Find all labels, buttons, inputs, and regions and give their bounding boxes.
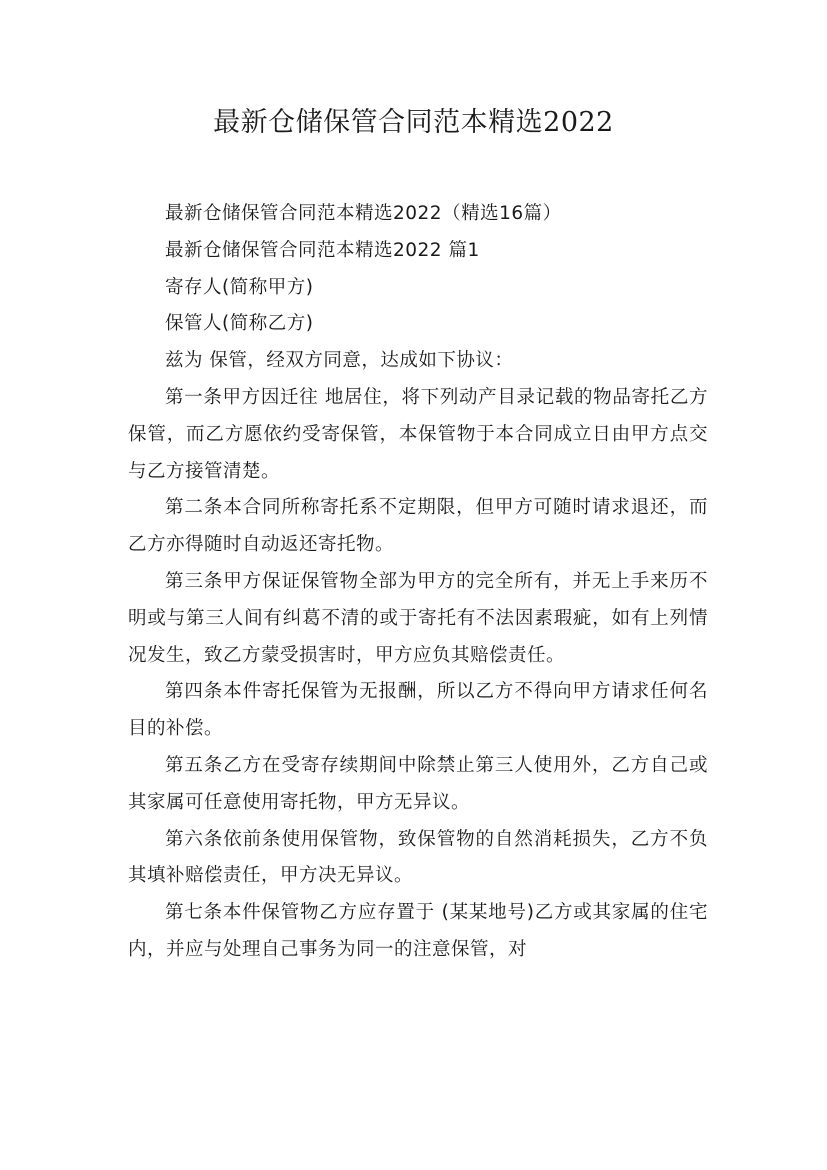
paragraph-article-5: 第五条乙方在受寄存续期间中除禁止第三人使用外，乙方自己或其家属可任意使用寄托物，甲方无异议。 [128, 754, 708, 813]
document-body [128, 196, 708, 969]
paragraph-heading-part-1: 最新仓储保管合同范本精选2022 篇1 [165, 239, 480, 261]
paragraph-heading-collection: 最新仓储保管合同范本精选2022（精选16篇） [165, 203, 562, 224]
paragraph-article-6: 第六条依前条使用保管物，致保管物的自然消耗损失，乙方不负其填补赔偿责任，甲方决无异议。 [128, 828, 708, 887]
paragraph-custodian: 保管人(简称乙方) [165, 313, 314, 335]
paragraph-article-1: 第一条甲方因迁往 地居住，将下列动产目录记载的物品寄托乙方保管，而乙方愿依约受寄保管，本保管物于本合同成立日由甲方点交与乙方接管清楚。 [128, 386, 708, 482]
paragraph-article-4: 第四条本件寄托保管为无报酬，所以乙方不得向甲方请求任何名目的补偿。 [128, 681, 708, 740]
paragraph-article-7: 第七条本件保管物乙方应存置于 (某某地号)乙方或其家属的住宅内，并应与处理自己事务为同一的注意保管，对 [128, 902, 708, 960]
paragraph-depositor: 寄存人(简称甲方) [165, 276, 314, 298]
paragraph-preamble: 兹为 保管，经双方同意，达成如下协议： [165, 350, 514, 372]
document-title: 最新仓储保管合同范本精选2022 [213, 107, 614, 138]
paragraph-article-3: 第三条甲方保证保管物全部为甲方的完全所有，并无上手来历不明或与第三人间有纠葛不清的或于寄托有不法因素瑕疵，如有上列情况发生，致乙方蒙受损害时，甲方应负其赔偿责任。 [128, 570, 708, 666]
paragraph-article-2: 第二条本合同所称寄托系不定期限，但甲方可随时请求退还，而乙方亦得随时自动返还寄托物。 [128, 497, 708, 556]
